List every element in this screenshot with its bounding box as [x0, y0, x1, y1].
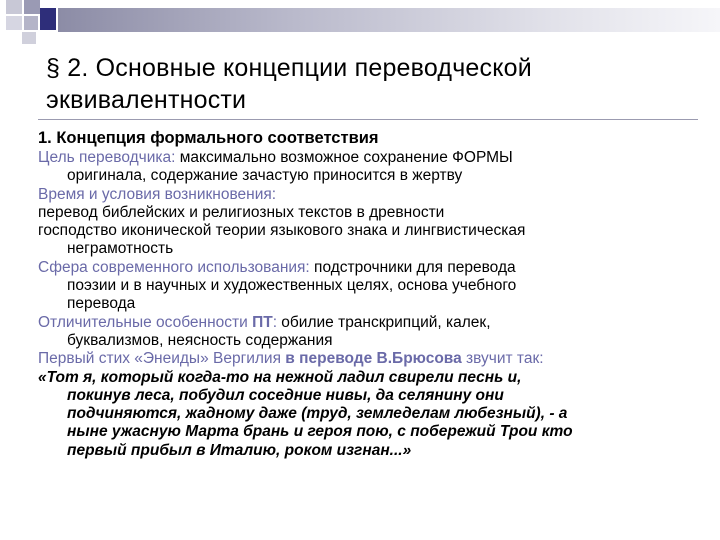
sphere-paragraph — [38, 259, 688, 277]
quote-line-3: подчиняются, жадному даже (труд, земледелам любезный), - а — [67, 405, 568, 423]
features-text-1: обилие транскрипций, калек, — [277, 313, 491, 331]
example-text-1: Первый стих «Энеиды» Вергилия — [38, 350, 286, 368]
time-line-1: перевод библейских и религиозных текстов в древности — [38, 203, 445, 221]
sphere-text-2: поэзии и в научных и художественных целях, основа учебного — [67, 277, 517, 295]
quote-line-4: ныне ужасную Марта брань и героя пою, с побережий Трои кто — [67, 423, 573, 441]
top-gradient-band — [58, 8, 720, 32]
section-heading: 1. Концепция формального соответствия — [38, 129, 379, 147]
example-paragraph — [38, 350, 688, 368]
goal-label: Цель переводчика: — [38, 149, 176, 166]
time-line-3: неграмотность — [67, 240, 174, 258]
time-label: Время и условия возникновения: — [38, 185, 277, 203]
deco-square-mid — [24, 0, 40, 14]
goal-text-1: максимально возможное сохранение ФОРМЫ — [175, 149, 513, 166]
deco-square-light-3 — [22, 32, 36, 44]
features-text-2: буквализмов, неясность содержания — [67, 331, 333, 349]
deco-square-dark — [40, 8, 56, 30]
slide-title-line-1: § 2. Основные концепции переводческой — [46, 54, 532, 82]
features-paragraph — [38, 314, 688, 332]
title-divider — [38, 119, 698, 120]
time-line-2: господство иконической теории языкового знака и лингвистическая — [38, 222, 526, 240]
slide-title — [46, 52, 686, 116]
sphere-text-3: перевода — [67, 295, 136, 313]
example-text-3: звучит так: — [461, 350, 544, 368]
slide-body — [38, 127, 688, 460]
slide-title-line-2: эквивалентности — [46, 86, 247, 114]
deco-square-mid-2 — [24, 16, 38, 30]
quote-line-1: «Тот я, который когда-то на нежной ладил свирели песнь и, — [38, 368, 522, 386]
example-translator: в переводе В.Брюсова — [285, 350, 462, 368]
sphere-text-1: подстрочники для перевода — [309, 258, 516, 276]
deco-square-light-2 — [6, 16, 22, 30]
features-colon: : — [272, 313, 277, 331]
goal-text-2: оригинала, содержание зачастую приносится в жертву — [67, 167, 463, 185]
sphere-label: Сфера современного использования: — [38, 258, 310, 276]
deco-square-light — [6, 0, 22, 14]
quote-line-2: покинув леса, побудил соседние нивы, да селянину они — [67, 386, 504, 404]
quote-line-5: первый прибыл в Италию, роком изгнан...» — [67, 441, 412, 459]
features-label: Отличительные особенности — [38, 313, 253, 331]
features-label-abbr: ПТ — [252, 313, 273, 331]
goal-paragraph — [38, 149, 688, 167]
